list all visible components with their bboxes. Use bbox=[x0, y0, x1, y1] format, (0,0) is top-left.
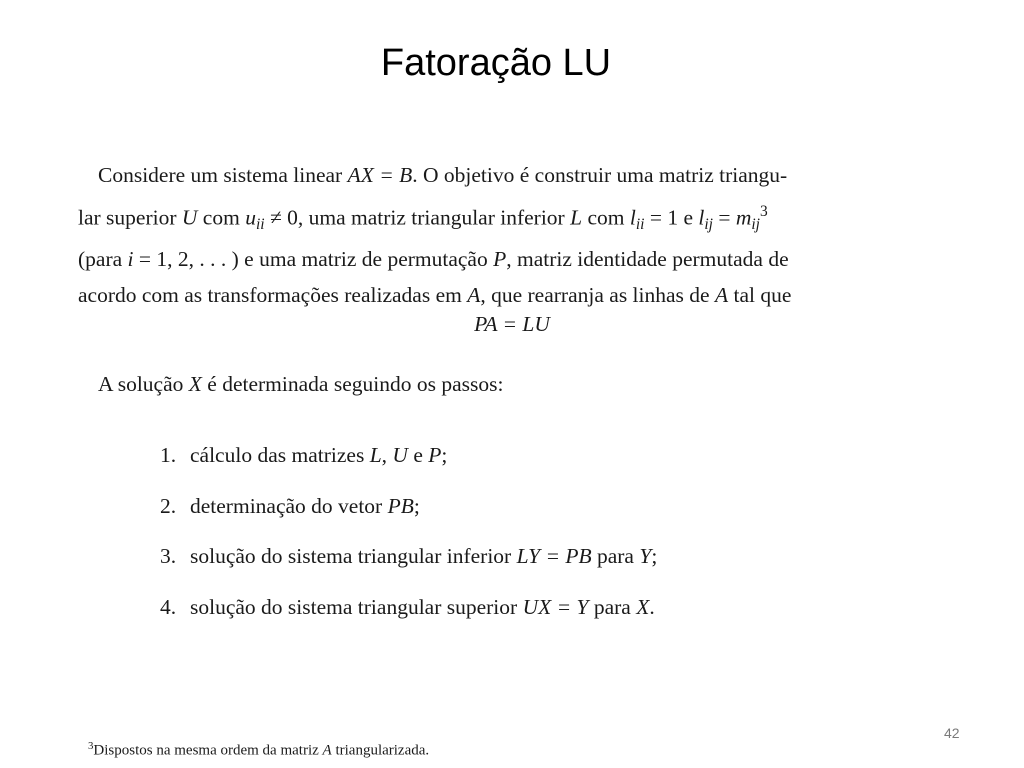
step-item-2: 2. determinação do vetor PB; bbox=[160, 493, 420, 518]
intro-line-4: acordo com as transformações realizadas em A, que rearranja as linhas de A tal que bbox=[78, 282, 792, 307]
steps-intro: A solução X é determinada seguindo os passos: bbox=[98, 372, 504, 396]
page-number: 42 bbox=[944, 725, 960, 741]
math-ax-eq-b: AX = B bbox=[347, 163, 413, 187]
steps-list bbox=[160, 443, 657, 645]
step-item-1: 1. cálculo das matrizes L, U e P; bbox=[160, 443, 448, 467]
intro-line-3: (para i = 1, 2, . . . ) e uma matriz de permutação P, matriz identidade permutada de bbox=[78, 247, 789, 272]
slide-title: Fatoração LU bbox=[380, 42, 612, 84]
intro-line-1: Considere um sistema linear AX = B. O objetivo é construir uma matriz triangu- bbox=[98, 163, 788, 187]
step-item-3: 3. solução do sistema triangular inferior LY = PB para Y; bbox=[160, 544, 658, 568]
step-item-4: 4. solução do sistema triangular superior UX = Y para X. bbox=[160, 594, 655, 619]
intro-line-2: lar superior U com $u_{ii} \ne 0$, uma matriz triangular inferior L com $l_{ii} = 1$ e $l_{ij} = m_{ij}^3$ bbox=[78, 202, 768, 233]
footnote: $^3$Dispostos na mesma ordem da matriz A triangularizada. bbox=[88, 740, 430, 759]
footnote-marker: 3 bbox=[759, 202, 768, 220]
display-equation: PA = LU bbox=[474, 312, 550, 336]
intro-paragraph bbox=[78, 158, 944, 313]
